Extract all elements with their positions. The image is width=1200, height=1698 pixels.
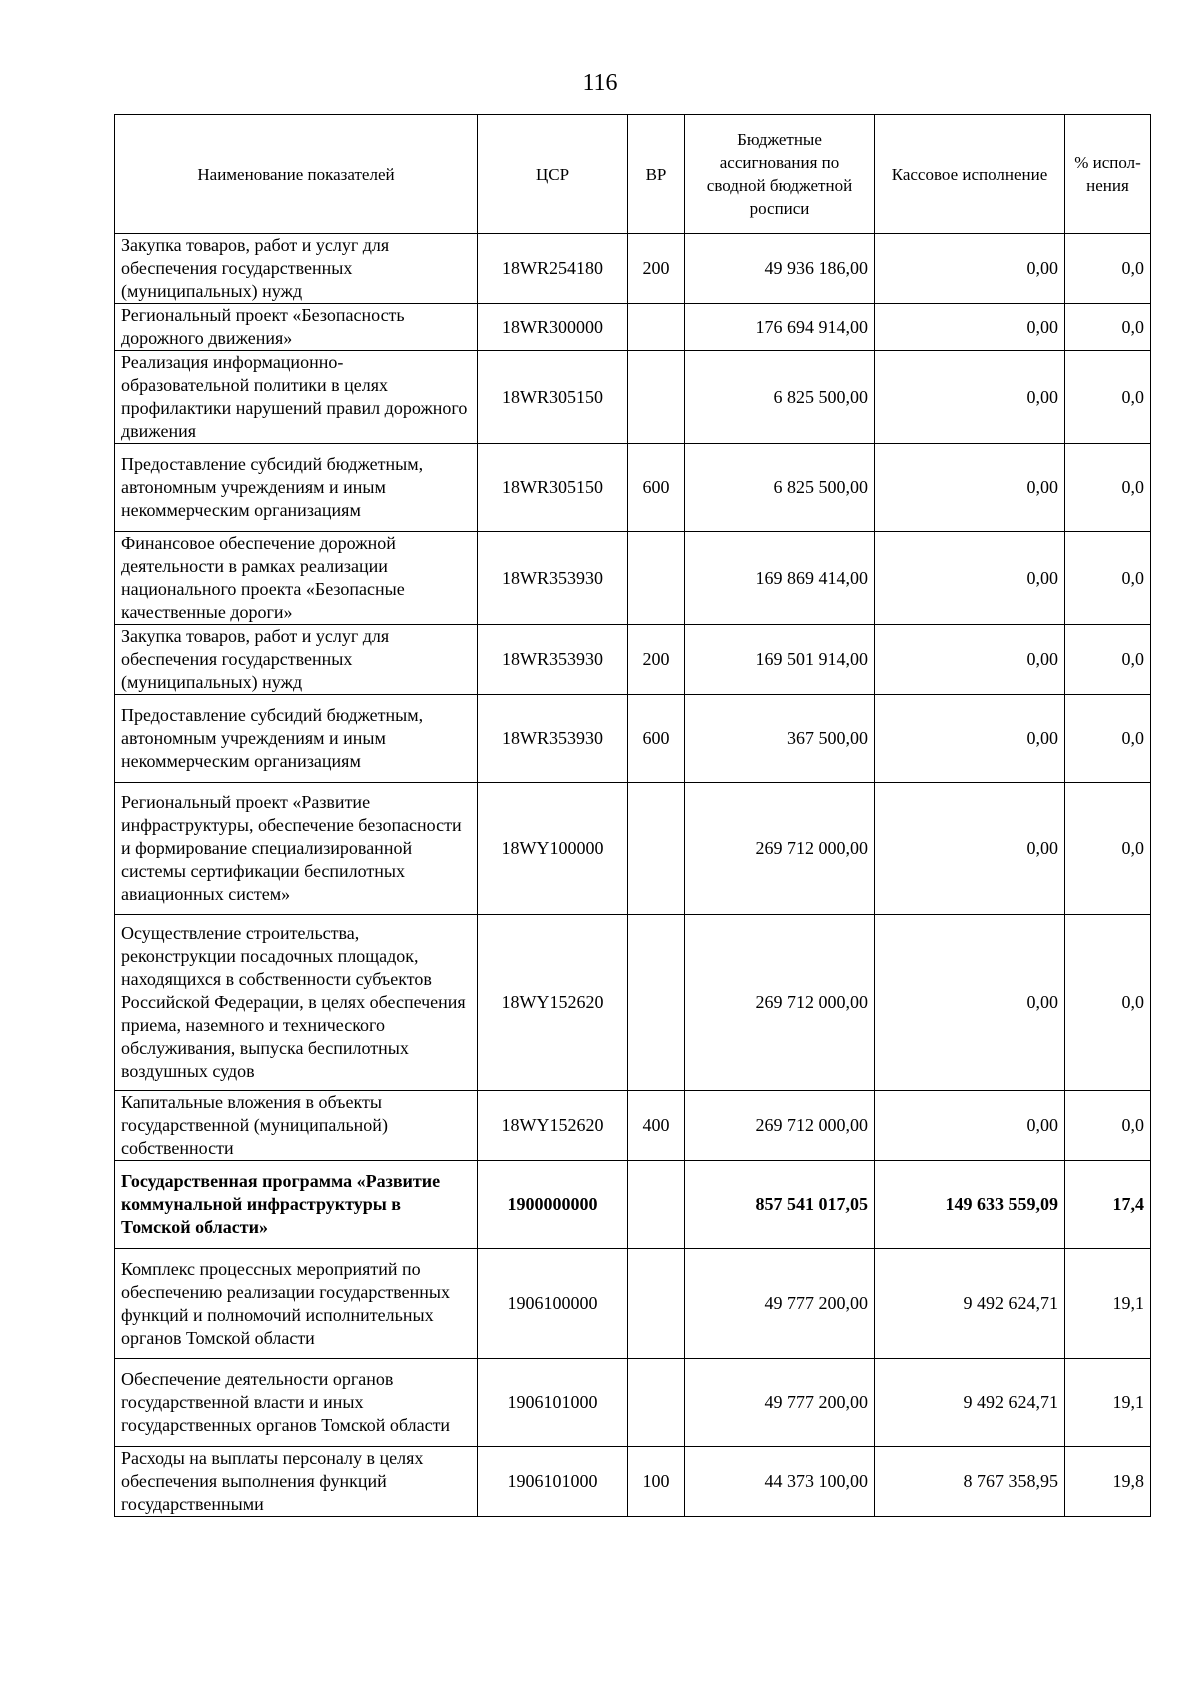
table-row [115, 444, 1151, 532]
cell-budget: 269 712 000,00 [685, 1091, 875, 1161]
cell-vr: 200 [628, 234, 685, 304]
cell-percent: 19,1 [1065, 1249, 1151, 1359]
page-number: 116 [582, 70, 618, 96]
cell-cash: 0,00 [875, 304, 1065, 351]
cell-percent: 0,0 [1065, 234, 1151, 304]
cell-vr: 600 [628, 444, 685, 532]
cell-csr: 18WR353930 [478, 532, 628, 625]
cell-vr: 100 [628, 1447, 685, 1517]
cell-cash: 0,00 [875, 1091, 1065, 1161]
cell-name: Региональный проект «Развитие инфраструктуры, обеспечение безопасности и формирование специализированной системы сертификации беспилотных авиационных систем» [115, 783, 478, 915]
cell-vr [628, 532, 685, 625]
cell-vr [628, 783, 685, 915]
cell-name: Комплекс процессных мероприятий по обеспечению реализации государственных функций и полномочий исполнительных органов Томской области [115, 1249, 478, 1359]
cell-vr [628, 351, 685, 444]
cell-budget: 6 825 500,00 [685, 351, 875, 444]
cell-cash: 0,00 [875, 695, 1065, 783]
cell-csr: 1906100000 [478, 1249, 628, 1359]
cell-budget: 49 777 200,00 [685, 1359, 875, 1447]
table-row [115, 695, 1151, 783]
cell-vr [628, 1249, 685, 1359]
cell-vr [628, 1161, 685, 1249]
cell-csr: 18WR305150 [478, 351, 628, 444]
cell-budget: 857 541 017,05 [685, 1161, 875, 1249]
cell-csr: 18WY152620 [478, 1091, 628, 1161]
cell-budget: 169 501 914,00 [685, 625, 875, 695]
cell-cash: 0,00 [875, 234, 1065, 304]
cell-csr: 18WR254180 [478, 234, 628, 304]
cell-percent: 0,0 [1065, 304, 1151, 351]
cell-budget: 269 712 000,00 [685, 783, 875, 915]
cell-percent: 0,0 [1065, 783, 1151, 915]
cell-budget: 176 694 914,00 [685, 304, 875, 351]
cell-name: Региональный проект «Безопасность дорожного движения» [115, 304, 478, 351]
cell-budget: 6 825 500,00 [685, 444, 875, 532]
cell-percent: 0,0 [1065, 444, 1151, 532]
cell-name: Предоставление субсидий бюджетным, автономным учреждениям и иным некоммерческим организациям [115, 695, 478, 783]
cell-name: Реализация информационно-образовательной политики в целях профилактики нарушений правил дорожного движения [115, 351, 478, 444]
cell-cash: 0,00 [875, 444, 1065, 532]
cell-budget: 169 869 414,00 [685, 532, 875, 625]
cell-name: Финансовое обеспечение дорожной деятельности в рамках реализации национального проекта «Безопасные качественные дороги» [115, 532, 478, 625]
table-body [115, 234, 1151, 1517]
table-row [115, 915, 1151, 1091]
cell-budget: 44 373 100,00 [685, 1447, 875, 1517]
table-header-row [115, 115, 1151, 234]
cell-percent: 0,0 [1065, 1091, 1151, 1161]
cell-vr: 200 [628, 625, 685, 695]
table-row [115, 1249, 1151, 1359]
header-name: Наименование показателей [115, 115, 478, 234]
cell-csr: 18WY152620 [478, 915, 628, 1091]
cell-percent: 19,1 [1065, 1359, 1151, 1447]
cell-cash: 0,00 [875, 351, 1065, 444]
cell-name: Капитальные вложения в объекты государственной (муниципальной) собственности [115, 1091, 478, 1161]
cell-csr: 18WR353930 [478, 695, 628, 783]
table-row [115, 234, 1151, 304]
budget-execution-table [114, 114, 1151, 1517]
cell-cash: 8 767 358,95 [875, 1447, 1065, 1517]
cell-csr: 18WR305150 [478, 444, 628, 532]
table-row [115, 351, 1151, 444]
cell-percent: 19,8 [1065, 1447, 1151, 1517]
cell-budget: 367 500,00 [685, 695, 875, 783]
cell-name: Расходы на выплаты персоналу в целях обеспечения выполнения функций государственными [115, 1447, 478, 1517]
cell-cash: 0,00 [875, 783, 1065, 915]
cell-cash: 9 492 624,71 [875, 1249, 1065, 1359]
cell-percent: 0,0 [1065, 695, 1151, 783]
header-budget: Бюджетные ассигнования по сводной бюджетной росписи [685, 115, 875, 234]
cell-csr: 1906101000 [478, 1447, 628, 1517]
cell-percent: 0,0 [1065, 915, 1151, 1091]
cell-percent: 0,0 [1065, 532, 1151, 625]
table-row [115, 1161, 1151, 1249]
header-cash: Кассовое исполнение [875, 115, 1065, 234]
cell-vr: 600 [628, 695, 685, 783]
header-vr: ВР [628, 115, 685, 234]
cell-budget: 49 936 186,00 [685, 234, 875, 304]
cell-vr [628, 915, 685, 1091]
table-row [115, 625, 1151, 695]
cell-vr [628, 1359, 685, 1447]
table-row [115, 1359, 1151, 1447]
cell-name: Обеспечение деятельности органов государственной власти и иных государственных органов Томской области [115, 1359, 478, 1447]
cell-name: Закупка товаров, работ и услуг для обеспечения государственных (муниципальных) нужд [115, 234, 478, 304]
cell-csr: 1906101000 [478, 1359, 628, 1447]
cell-csr: 18WY100000 [478, 783, 628, 915]
cell-budget: 49 777 200,00 [685, 1249, 875, 1359]
cell-cash: 0,00 [875, 625, 1065, 695]
cell-name: Осуществление строительства, реконструкции посадочных площадок, находящихся в собственности субъектов Российской Федерации, в целях обеспечения приема, наземного и технического обслуживания, выпуска беспилотных воздушных судов [115, 915, 478, 1091]
header-csr: ЦСР [478, 115, 628, 234]
cell-percent: 0,0 [1065, 351, 1151, 444]
cell-budget: 269 712 000,00 [685, 915, 875, 1091]
cell-name: Предоставление субсидий бюджетным, автономным учреждениям и иным некоммерческим организациям [115, 444, 478, 532]
cell-percent: 17,4 [1065, 1161, 1151, 1249]
cell-cash: 9 492 624,71 [875, 1359, 1065, 1447]
cell-vr [628, 304, 685, 351]
cell-name: Закупка товаров, работ и услуг для обеспечения государственных (муниципальных) нужд [115, 625, 478, 695]
cell-cash: 149 633 559,09 [875, 1161, 1065, 1249]
cell-vr: 400 [628, 1091, 685, 1161]
cell-name: Государственная программа «Развитие коммунальной инфраструктуры в Томской области» [115, 1161, 478, 1249]
table-row [115, 1447, 1151, 1517]
header-percent: % испол-нения [1065, 115, 1151, 234]
cell-cash: 0,00 [875, 532, 1065, 625]
cell-csr: 18WR300000 [478, 304, 628, 351]
table-row [115, 1091, 1151, 1161]
cell-csr: 1900000000 [478, 1161, 628, 1249]
table-row [115, 783, 1151, 915]
cell-csr: 18WR353930 [478, 625, 628, 695]
cell-cash: 0,00 [875, 915, 1065, 1091]
table-row [115, 532, 1151, 625]
cell-percent: 0,0 [1065, 625, 1151, 695]
table-row [115, 304, 1151, 351]
